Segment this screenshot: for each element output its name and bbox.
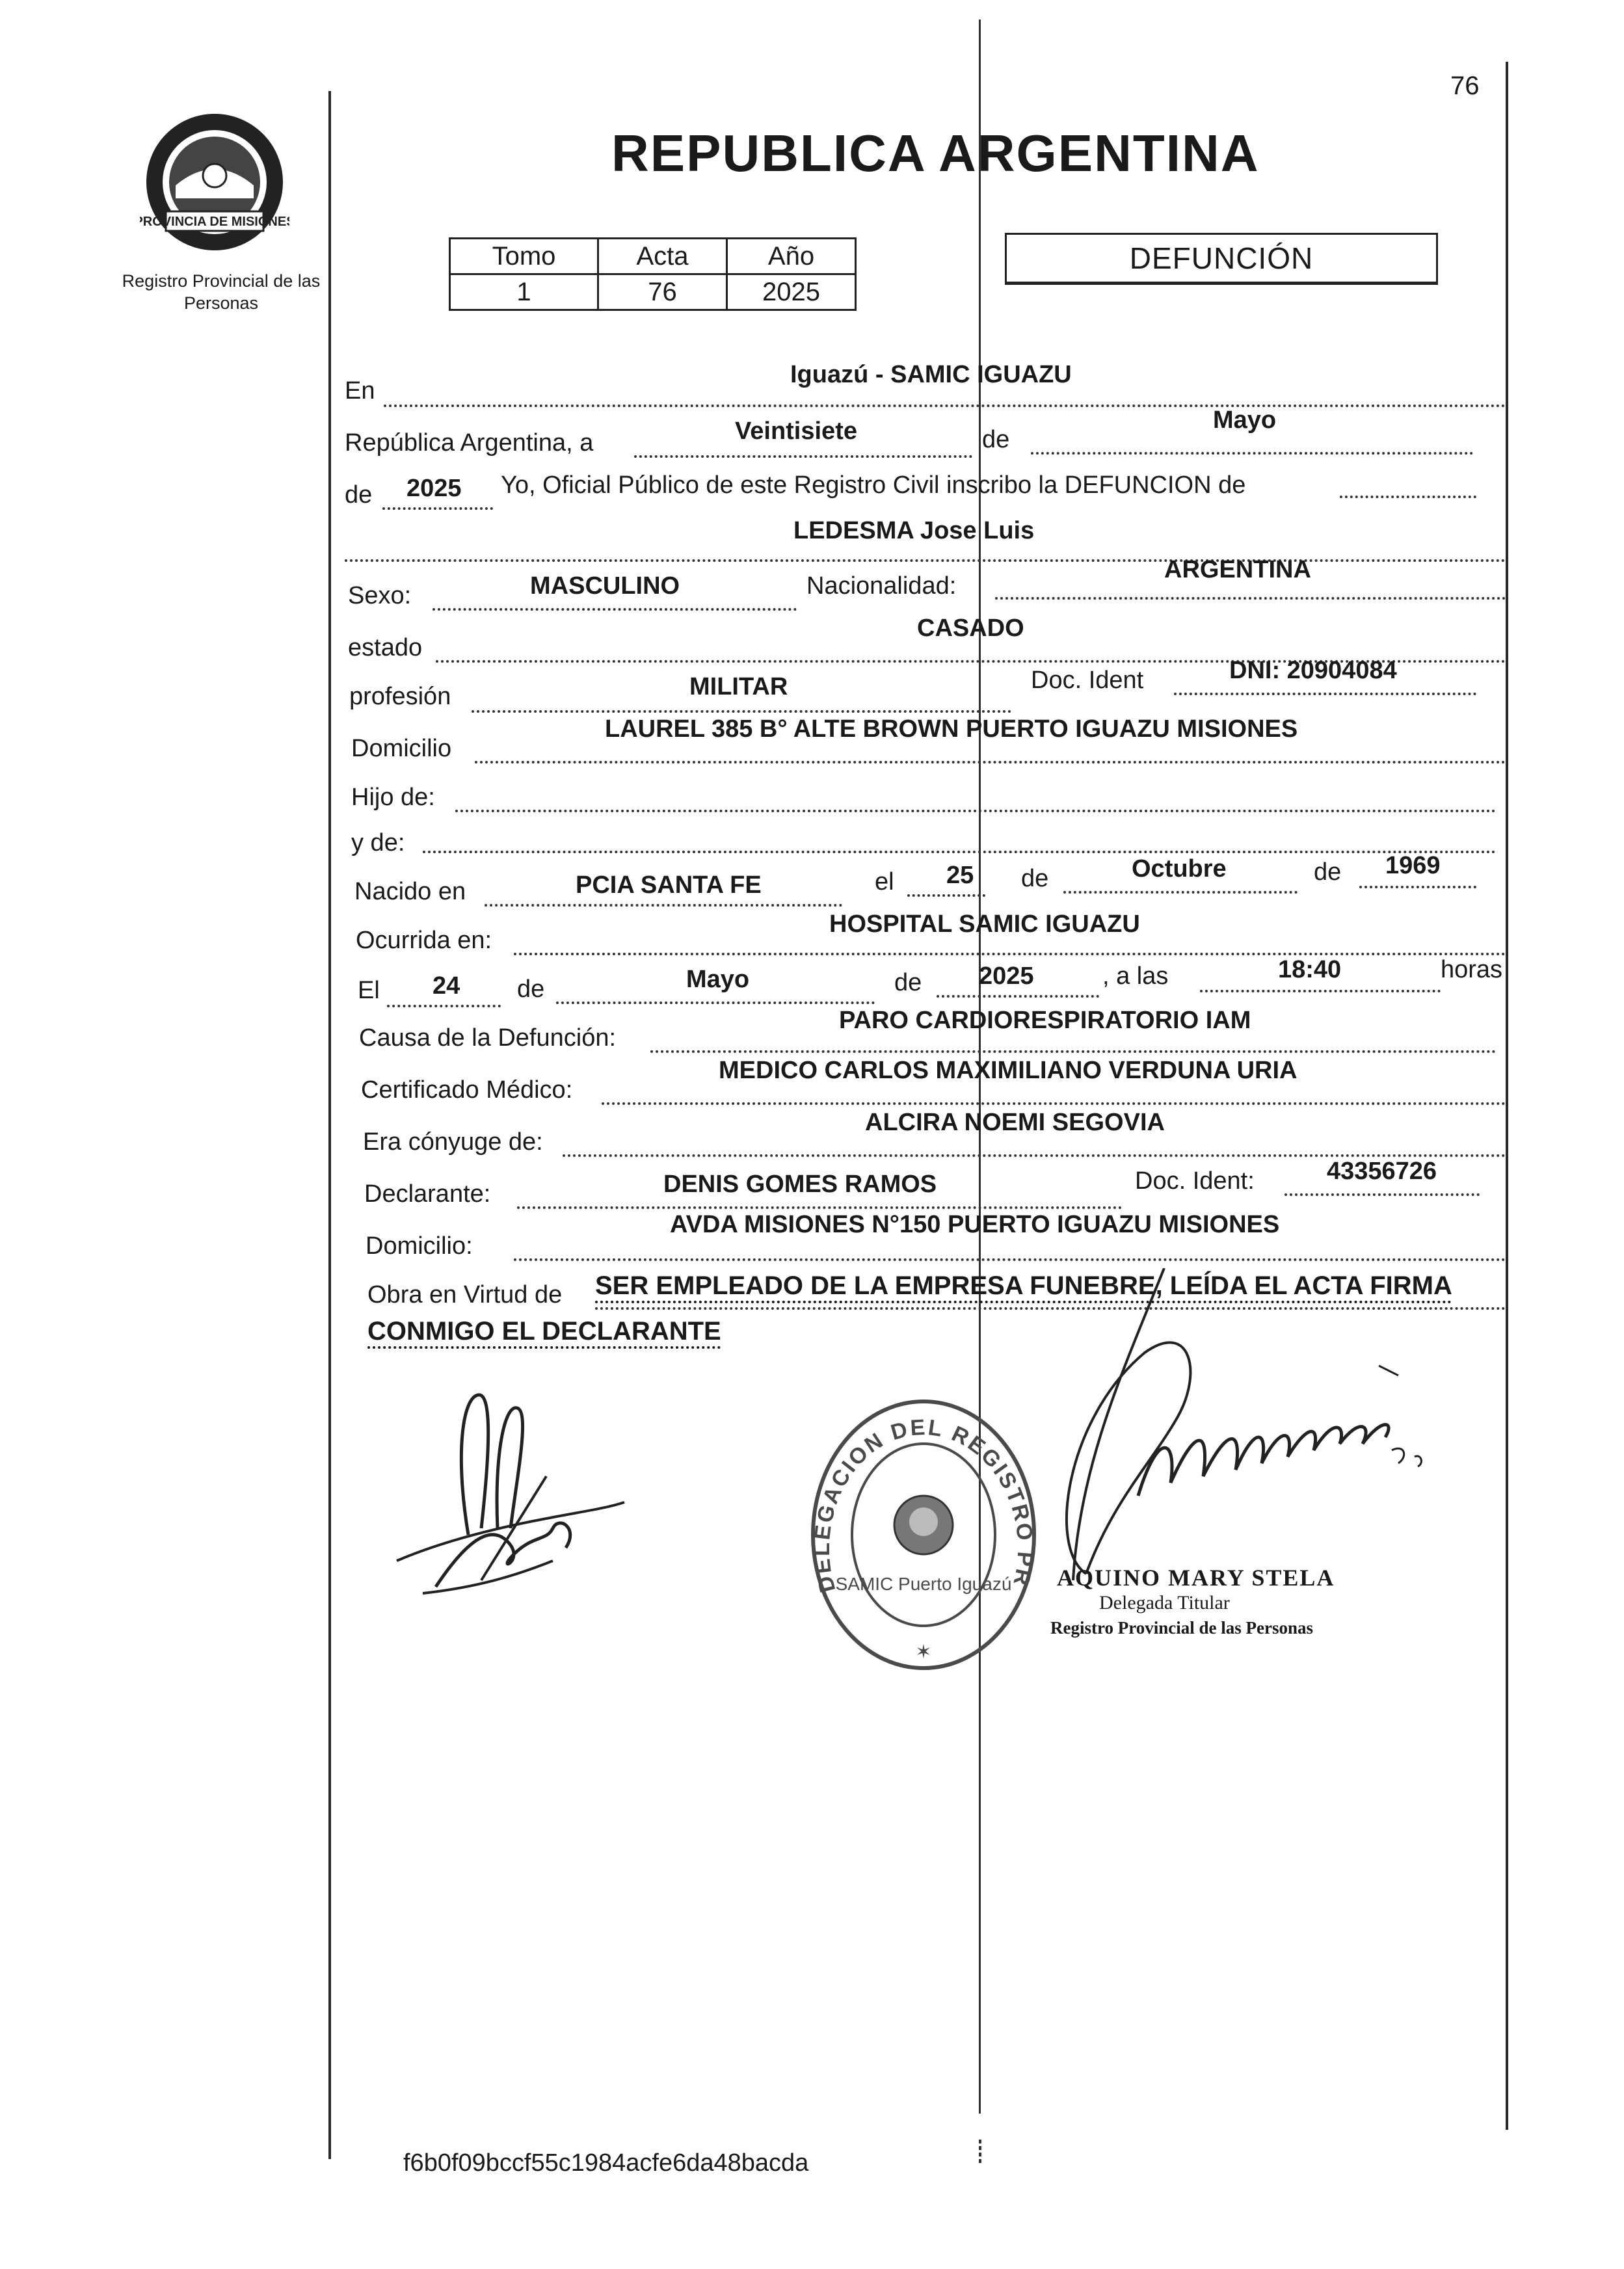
seal-inner-text: SAMIC Puerto Iguazú — [835, 1574, 1012, 1594]
en-value: Iguazú - SAMIC IGUAZU — [790, 361, 1072, 388]
anio-value: 2025 — [727, 274, 856, 310]
y-de-dots — [423, 851, 1496, 853]
de-label-1: de — [982, 426, 1010, 453]
conyuge-dots — [563, 1154, 1506, 1157]
profesion-dots — [472, 710, 1011, 713]
domicilio2-dots — [514, 1258, 1506, 1261]
nacido-value: PCIA SANTA FE — [576, 871, 762, 899]
day-written-value: Veintisiete — [735, 418, 857, 445]
declarante-label: Declarante: — [364, 1180, 491, 1208]
inscribo-dots — [1340, 496, 1476, 498]
certificado-label: Certificado Médico: — [361, 1076, 573, 1104]
domicilio2-value: AVDA MISIONES N°150 PUERTO IGUAZU MISIONES — [670, 1211, 1280, 1238]
death-time-dots — [1200, 990, 1441, 992]
declarante-doc-dots — [1285, 1193, 1480, 1196]
name-dots — [345, 559, 1506, 562]
left-margin-line — [328, 91, 331, 2159]
conyuge-value: ALCIRA NOEMI SEGOVIA — [865, 1109, 1165, 1136]
republica-label: República Argentina, a — [345, 429, 594, 457]
death-time-value: 18:40 — [1278, 956, 1342, 983]
death-day-dots — [387, 1005, 501, 1007]
sexo-label: Sexo: — [348, 582, 412, 609]
death-day-value: 24 — [433, 972, 460, 1000]
declarante-doc-value: 43356726 — [1327, 1158, 1437, 1185]
death-month-value: Mayo — [686, 966, 750, 993]
birth-year-value: 1969 — [1385, 852, 1441, 879]
year-dots — [382, 507, 493, 510]
doc-ident-dots — [1174, 693, 1476, 695]
death-month-dots — [556, 1002, 875, 1004]
hijo-de-label: Hijo de: — [351, 784, 435, 811]
seal-ring-text: DELEGACION DEL REGISTRO PR — [809, 1414, 1038, 1595]
official-role: Delegada Titular — [1099, 1592, 1230, 1613]
en-label: En — [345, 377, 375, 405]
profesion-value: MILITAR — [689, 673, 788, 700]
registry-label: Registro Provincial de las Personas — [122, 271, 321, 313]
logo-text: PROVINCIA DE MISIONES — [140, 215, 289, 229]
obra-value-line1: SER EMPLEADO DE LA EMPRESA FUNEBRE, LEÍDA EL ACTA FIRMA — [595, 1271, 1452, 1300]
el-label-2: El — [358, 977, 380, 1004]
horas-label: horas — [1441, 956, 1503, 983]
el-label-1: el — [875, 868, 894, 896]
death-year-value: 2025 — [979, 962, 1034, 990]
ocurrida-label: Ocurrida en: — [356, 927, 492, 954]
conyuge-label: Era cónyuge de: — [363, 1128, 543, 1156]
ocurrida-value: HOSPITAL SAMIC IGUAZU — [829, 910, 1140, 938]
de-label-4: de — [1314, 858, 1342, 886]
anio-header: Año — [727, 239, 856, 274]
acta-value: 76 — [598, 274, 727, 310]
nacionalidad-value: ARGENTINA — [1164, 556, 1311, 583]
domicilio-dots — [475, 761, 1506, 763]
inscribo-text: Yo, Oficial Público de este Registro Civil inscribo la DEFUNCION de — [501, 471, 1246, 499]
nacido-label: Nacido en — [354, 878, 466, 905]
domicilio-label: Domicilio — [351, 735, 452, 762]
fold-mark — [979, 2140, 981, 2166]
doc-ident-label: Doc. Ident — [1031, 667, 1144, 694]
page-title: REPUBLICA ARGENTINA — [611, 124, 1260, 182]
year-value: 2025 — [406, 475, 462, 502]
tomo-header: Tomo — [450, 239, 598, 274]
birth-year-dots — [1359, 886, 1476, 888]
seal-star-icon: ✶ — [915, 1641, 932, 1663]
hijo-de-dots — [455, 810, 1496, 812]
tomo-value: 1 — [450, 274, 598, 310]
obra-value-line2: CONMIGO EL DECLARANTE — [367, 1317, 721, 1346]
causa-dots — [650, 1050, 1496, 1053]
doc-ident-value: DNI: 20904084 — [1229, 657, 1397, 684]
declarante-doc-label: Doc. Ident: — [1135, 1167, 1255, 1195]
nacionalidad-dots — [995, 597, 1506, 600]
declarante-dots — [517, 1206, 1122, 1209]
certificado-value: MEDICO CARLOS MAXIMILIANO VERDUNA URIA — [719, 1057, 1298, 1084]
death-year-dots — [937, 995, 1099, 998]
month-value: Mayo — [1213, 406, 1277, 434]
causa-value: PARO CARDIORESPIRATORIO IAM — [839, 1007, 1251, 1034]
official-name: AQUINO MARY STELA — [1057, 1565, 1335, 1591]
deceased-name-value: LEDESMA Jose Luis — [793, 517, 1035, 544]
de-label-6: de — [894, 969, 922, 996]
domicilio2-label: Domicilio: — [366, 1232, 473, 1260]
misiones-crest-logo — [140, 107, 289, 260]
sexo-value: MASCULINO — [530, 572, 680, 600]
certificado-dots — [602, 1102, 1506, 1105]
acta-header: Acta — [598, 239, 727, 274]
sexo-dots — [433, 608, 797, 611]
de-label-3: de — [1021, 865, 1049, 892]
en-dots — [384, 405, 1506, 407]
record-type-box: DEFUNCIÓN — [1005, 233, 1438, 285]
birth-day-value: 25 — [946, 862, 974, 889]
official-org: Registro Provincial de las Personas — [1050, 1618, 1313, 1638]
estado-label: estado — [348, 634, 423, 661]
birth-month-dots — [1063, 891, 1298, 894]
causa-label: Causa de la Defunción: — [359, 1024, 617, 1052]
profesion-label: profesión — [349, 683, 451, 710]
a-las-label: , a las — [1102, 962, 1169, 990]
birth-month-value: Octubre — [1132, 855, 1227, 882]
de-label-2: de — [345, 481, 373, 509]
tomo-acta-anio-table — [449, 237, 857, 311]
domicilio-value: LAUREL 385 B° ALTE BROWN PUERTO IGUAZU MISIONES — [605, 715, 1298, 743]
birth-day-dots — [907, 894, 985, 897]
month-dots — [1031, 452, 1473, 455]
y-de-label: y de: — [351, 829, 405, 856]
ocurrida-dots — [514, 953, 1506, 955]
estado-value: CASADO — [917, 615, 1024, 642]
declarant-signature — [384, 1379, 631, 1613]
official-seal — [806, 1395, 1041, 1675]
nacionalidad-label: Nacionalidad: — [806, 572, 957, 600]
declarante-value: DENIS GOMES RAMOS — [663, 1171, 937, 1198]
nacido-dots — [485, 904, 842, 907]
right-margin-line — [1506, 62, 1508, 2130]
day-dots — [634, 455, 972, 458]
page-number: 76 — [1450, 72, 1480, 100]
document-hash: f6b0f09bccf55c1984acfe6da48bacda — [403, 2149, 809, 2177]
obra-label: Obra en Virtud de — [367, 1281, 563, 1308]
de-label-5: de — [517, 975, 545, 1003]
